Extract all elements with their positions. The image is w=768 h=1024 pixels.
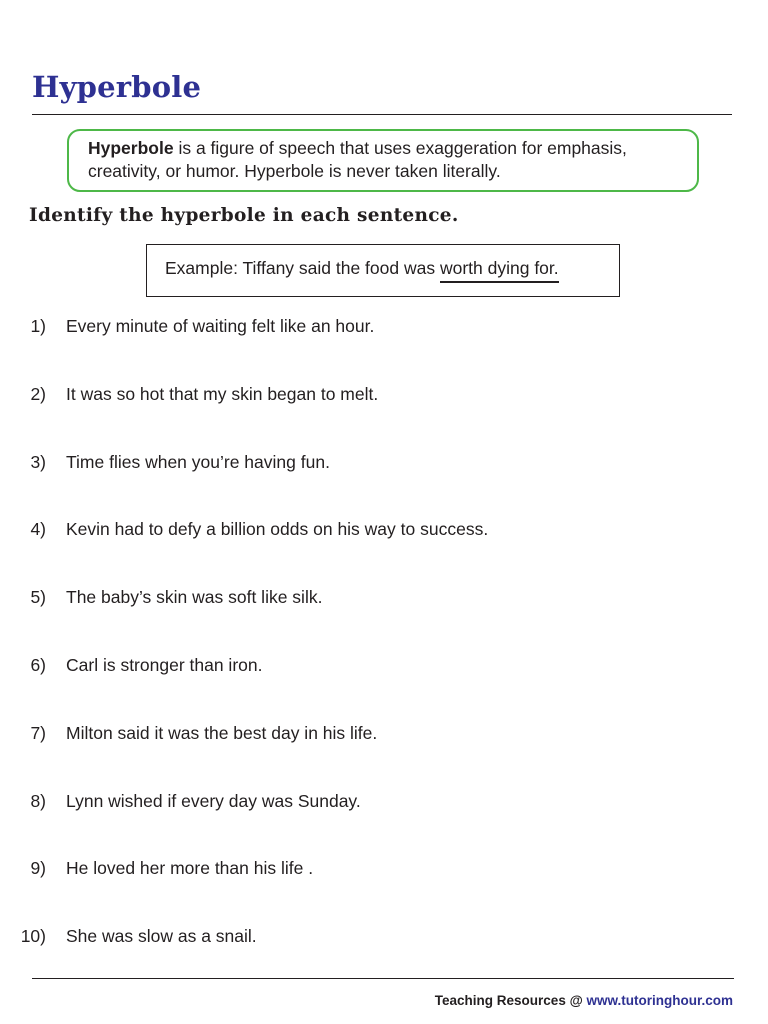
question-item	[0, 926, 768, 994]
question-text: Milton said it was the best day in his life.	[66, 722, 378, 743]
question-text: It was so hot that my skin began to melt.	[66, 383, 379, 404]
question-number: 2)	[30, 383, 46, 404]
question-text: Kevin had to defy a billion odds on his way to success.	[66, 519, 489, 540]
question-item	[0, 316, 768, 384]
question-item	[0, 587, 768, 655]
footer	[435, 993, 733, 1008]
question-text: He loved her more than his life .	[66, 858, 314, 879]
question-number: 9)	[30, 858, 46, 879]
question-text: Time flies when you’re having fun.	[66, 451, 330, 472]
question-item	[0, 519, 768, 587]
footer-divider	[32, 978, 734, 979]
question-item	[0, 452, 768, 520]
footer-site-link[interactable]: www.tutoringhour.com	[586, 993, 733, 1008]
definition-text-line1: is a figure of speech that uses exaggeration for emphasis,	[173, 138, 627, 158]
question-item	[0, 791, 768, 859]
title-divider	[32, 114, 732, 115]
definition-text-line2: creativity, or humor. Hyperbole is never taken literally.	[88, 161, 501, 181]
question-number: 3)	[30, 451, 46, 472]
question-number: 7)	[30, 722, 46, 743]
example-prefix: Example: Tiffany said the food was	[165, 258, 440, 278]
definition-term: Hyperbole	[88, 138, 174, 158]
question-text: The baby’s skin was soft like silk.	[66, 587, 323, 608]
definition-box	[67, 129, 699, 192]
question-text: Carl is stronger than iron.	[66, 654, 263, 675]
question-list	[0, 316, 768, 994]
question-item	[0, 723, 768, 791]
question-number: 8)	[30, 790, 46, 811]
question-number: 4)	[30, 519, 46, 540]
question-number: 5)	[30, 587, 46, 608]
question-number: 1)	[30, 316, 46, 336]
question-item	[0, 384, 768, 452]
question-number: 6)	[30, 654, 46, 675]
question-item	[0, 858, 768, 926]
instruction-heading: Identify the hyperbole in each sentence.	[29, 205, 459, 226]
question-text: Lynn wished if every day was Sunday.	[66, 790, 361, 811]
question-text: She was slow as a snail.	[66, 926, 257, 947]
question-item	[0, 655, 768, 723]
question-number: 10)	[20, 926, 46, 947]
example-answer-underlined: worth dying for.	[440, 258, 559, 283]
page-title: Hyperbole	[32, 70, 202, 104]
question-text: Every minute of waiting felt like an hour.	[66, 316, 375, 336]
example-box	[146, 244, 620, 297]
footer-label: Teaching Resources @	[434, 993, 587, 1008]
